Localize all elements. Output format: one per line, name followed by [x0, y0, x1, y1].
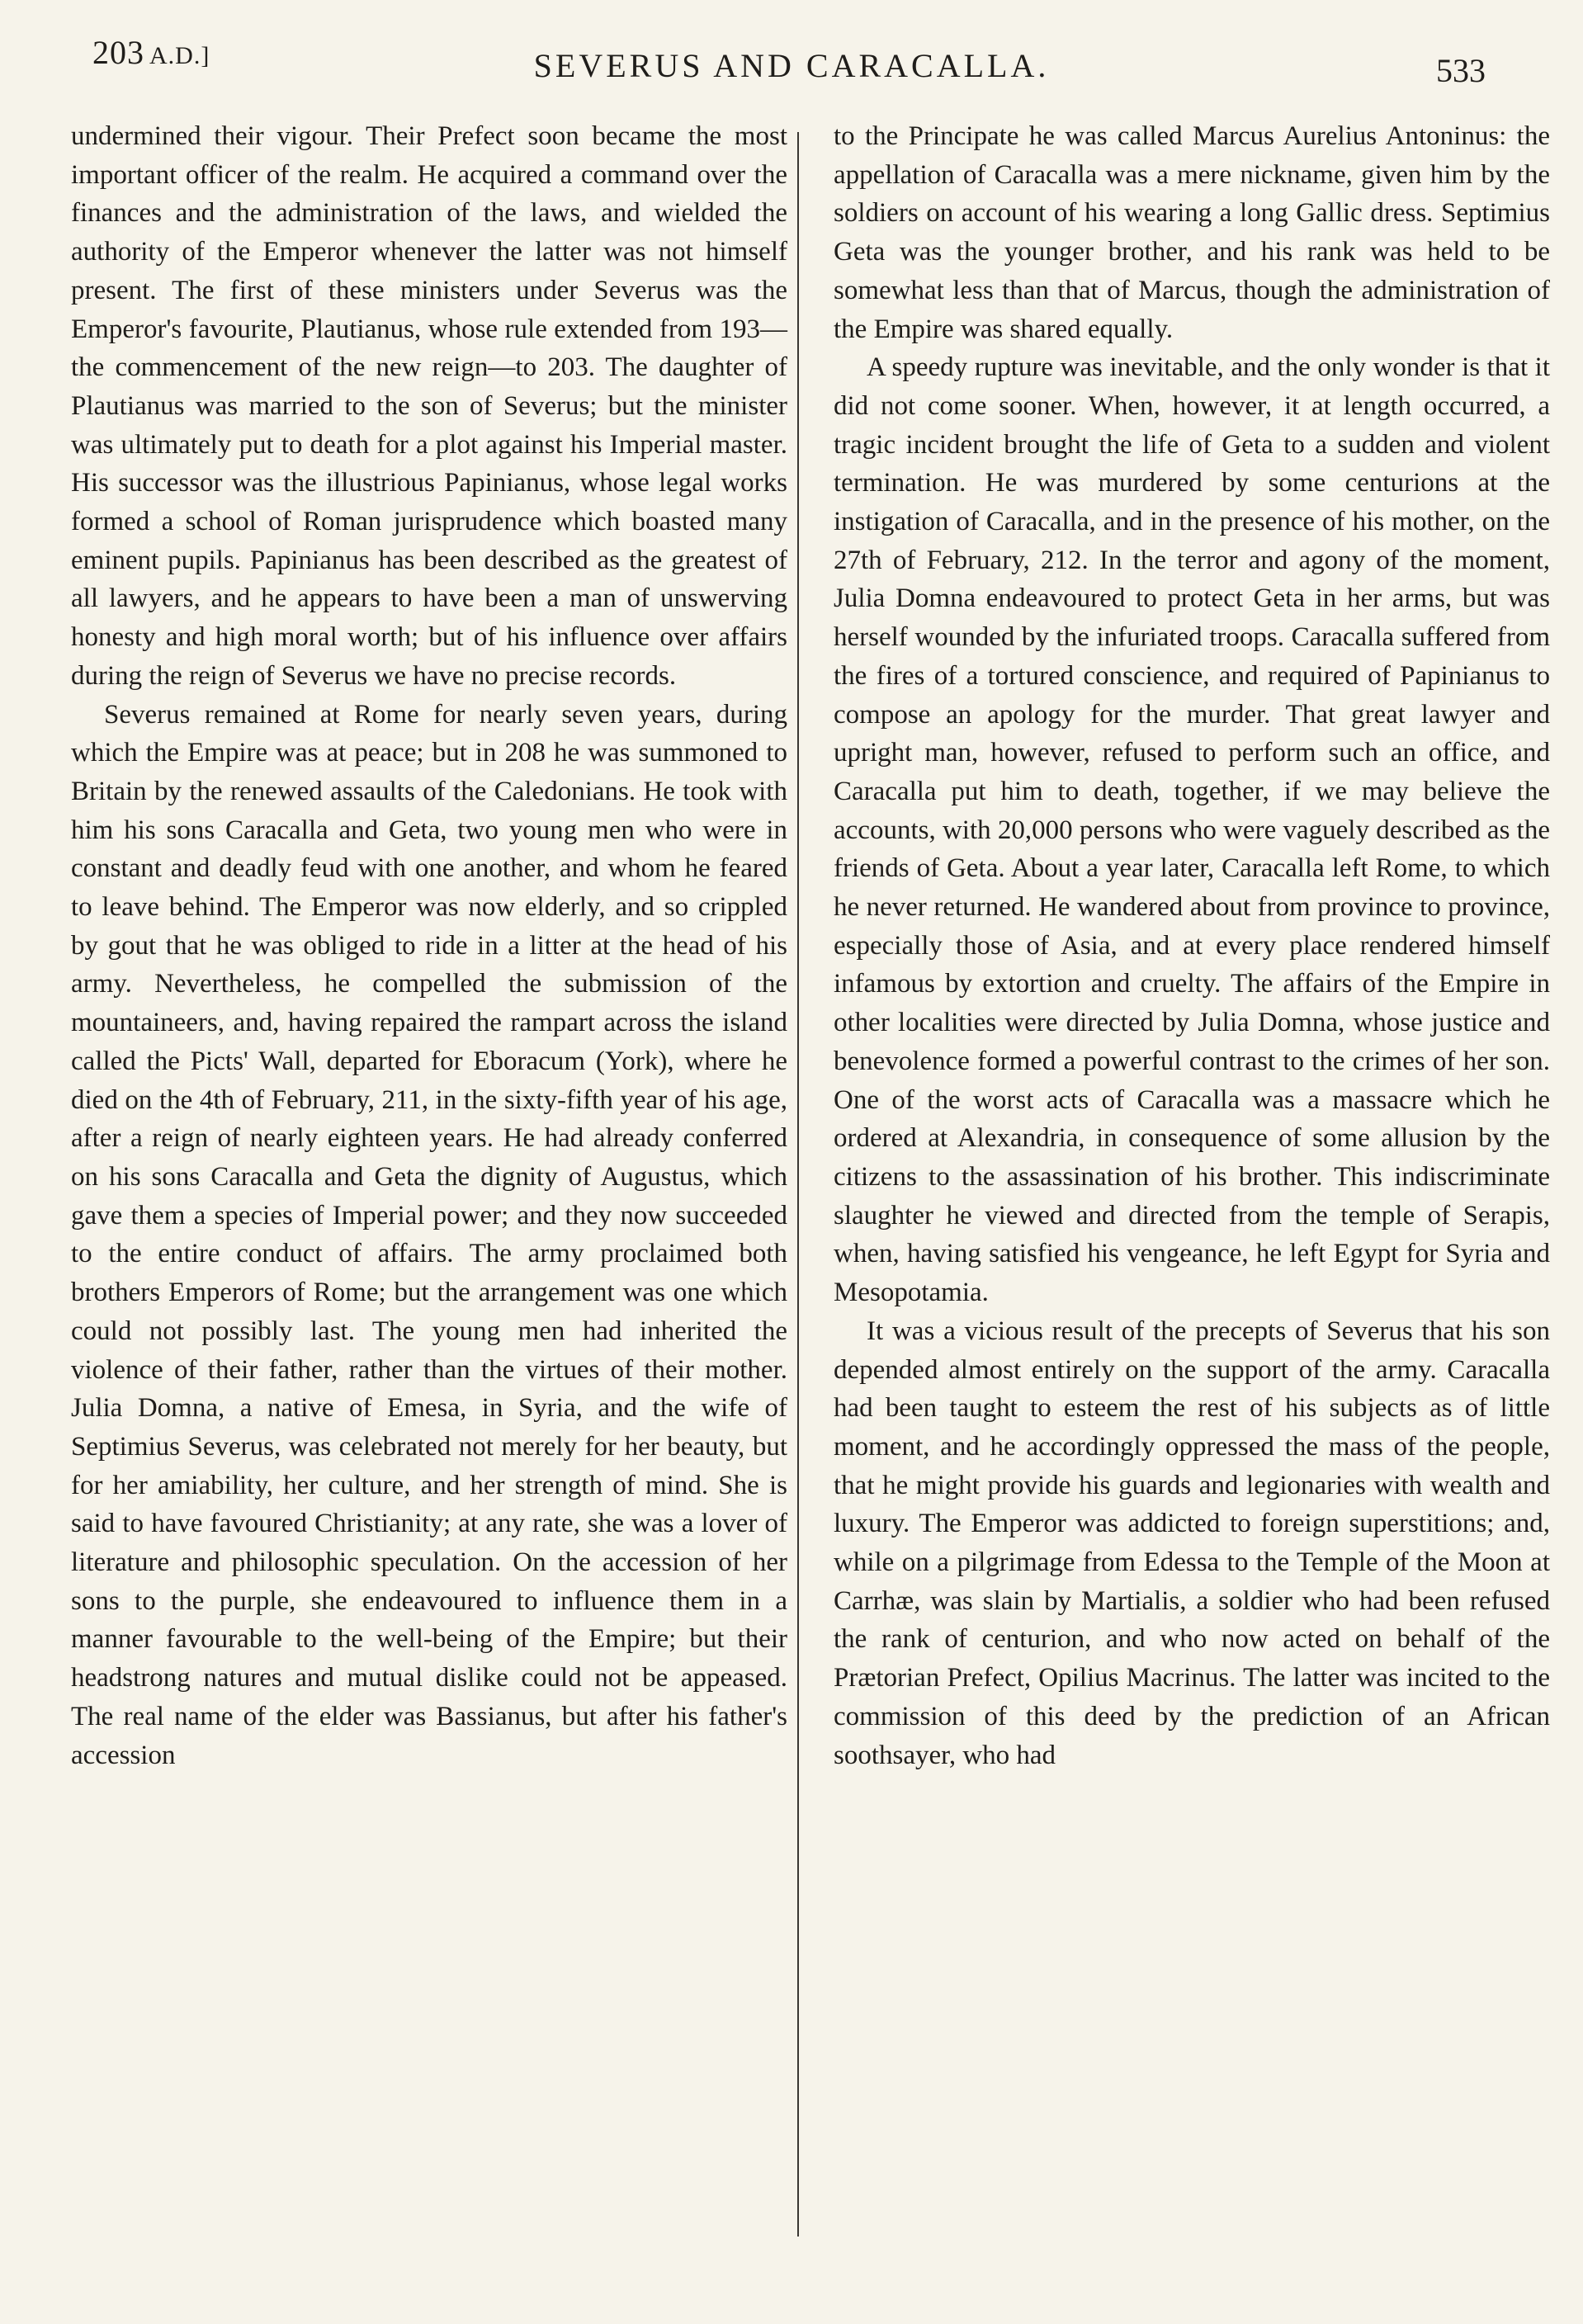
- header-era: A.D.]: [149, 42, 210, 69]
- paragraph: undermined their vigour. Their Prefect soon became the most important officer of the realm. He acquired a command over the finances and the administration of the laws, and wielded the authority of the Emperor whenever the latter was not himself present. The first of these ministers under Severus was the Emperor's favourite, Plautianus, whose rule extended from 193—the commencement of the new reign—to 203. The daughter of Plautianus was married to the son of Severus; but the minister was ultimately put to death for a plot against his Imperial master. His successor was the illustrious Papinianus, whose legal works formed a school of Roman jurisprudence which boasted many eminent pupils. Papinianus has been described as the greatest of all lawyers, and he appears to have been a man of unswerving honesty and high moral worth; but of his influence over affairs during the reign of Severus we have no precise records.: [71, 121, 787, 691]
- paragraph: Severus remained at Rome for nearly seven years, during which the Empire was at peace; but in 208 he was summoned to Britain by the renewed assaults of the Caledonians. He took with him his sons Caracalla and Geta, two young men who were in constant and deadly feud with one another, and whom he feared to leave behind. The Emperor was now elderly, and so crippled by gout that he was obliged to ride in a litter at the head of his army. Nevertheless, he compelled the submission of the mountaineers, and, having repaired the rampart across the island called the Picts' Wall, departed for Eboracum (York), where he died on the 4th of February, 211, in the sixty-fifth year of his age, after a reign of nearly eighteen years. He had already conferred on his sons Caracalla and Geta the dignity of Augustus, which gave them a species of Imperial power; and they now succeeded to the entire conduct of affairs. The army proclaimed both brothers Emperors of Rome; but the arrangement was one which could not possibly last. The young men had inherited the violence of their father, rather than the virtues of their mother. Julia Domna, a native of Emesa, in Syria, and the wife of Septimius Severus, was celebrated not merely for her beauty, but for her amiability, her culture, and her strength of mind. She is said to have favoured Christianity; at any rate, she was a lover of literature and philosophic speculation. On the accession of her sons to the purple, she endeavoured to influence them in a manner favourable to the well-being of the Empire; but their headstrong natures and mutual dislike could not be appeased. The real name of the elder was Bassianus, but after his father's accession: [71, 699, 787, 1770]
- page-number: 533: [1436, 52, 1486, 89]
- running-title: SEVERUS AND CARACALLA.: [533, 47, 1050, 84]
- paragraph: It was a vicious result of the precepts of Severus that his son depended almost entirely on the support of the army. Caracalla had been taught to esteem the rest of his subjects as of little moment, and he accordingly oppressed the mass of the people, that he might provide his guards and legionaries with wealth and luxury. The Emperor was addicted to foreign superstitions; and, while on a pilgrimage from Edessa to the Temple of the Moon at Carrhæ, was slain by Martialis, a soldier who had been refused the rank of centurion, and who now acted on behalf of the Prætorian Prefect, Opilius Macrinus. The latter was incited to the commission of this deed by the prediction of an African soothsayer, who had: [834, 1316, 1550, 1770]
- right-column: [834, 117, 1550, 1774]
- paragraph: A speedy rupture was inevitable, and the only wonder is that it did not come sooner. When, however, it at length occurred, a tragic incident brought the life of Geta to a sudden and violent termination. He was murdered by some centurions at the instigation of Caracalla, and in the presence of his mother, on the 27th of February, 212. In the terror and agony of the moment, Julia Domna endeavoured to protect Geta in her arms, but was herself wounded by the infuriated troops. Caracalla suffered from the fires of a tortured conscience, and required of Papinianus to compose an apology for the murder. That great lawyer and upright man, however, refused to perform such an office, and Caracalla put him to death, together, if we may believe the accounts, with 20,000 persons who were vaguely described as the friends of Geta. About a year later, Caracalla left Rome, to which he never returned. He wandered about from province to province, especially those of Asia, and at every place rendered himself infamous by extortion and cruelty. The affairs of the Empire in other localities were directed by Julia Domna, whose justice and benevolence formed a powerful contrast to the crimes of her son. One of the worst acts of Caracalla was a massacre which he ordered at Alexandria, in consequence of some allusion by the citizens to the assassination of his brother. This indiscriminate slaughter he viewed and directed from the temple of Serapis, when, having satisfied his vengeance, he left Egypt for Syria and Mesopotamia.: [834, 352, 1550, 1308]
- header-year: 203: [92, 34, 144, 71]
- column-divider: [797, 132, 799, 2237]
- left-column: [71, 117, 787, 1774]
- page-header: [0, 0, 1583, 124]
- paragraph: to the Principate he was called Marcus Aurelius Antoninus: the appellation of Caracalla was a mere nickname, given him by the soldiers on account of his wearing a long Gallic dress. Septimius Geta was the younger brother, and his rank was held to be somewhat less than that of Marcus, though the administration of the Empire was shared equally.: [834, 121, 1550, 344]
